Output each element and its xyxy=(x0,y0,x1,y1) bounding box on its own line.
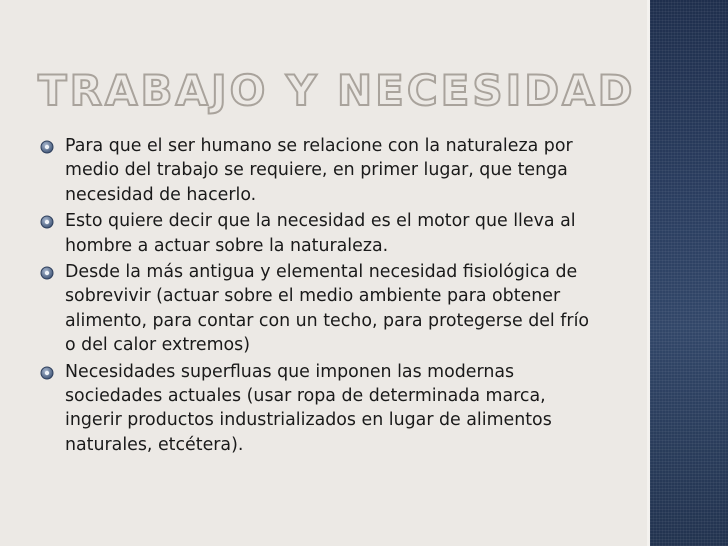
bullet-text: Esto quiere decir que la necesidad es el motor que lleva al hombre a actuar sobre la naturaleza. xyxy=(65,211,576,256)
bullet-item xyxy=(40,260,605,358)
circle-bullet-icon xyxy=(40,366,54,380)
bullet-text: Necesidades superfluas que imponen las modernas sociedades actuales (usar ropa de determinada marca, ingerir productos industrializados en lugar de alimentos naturales, etcétera). xyxy=(65,361,552,455)
decorative-side-band xyxy=(650,0,728,546)
bullet-text: Desde la más antigua y elemental necesidad fisiológica de sobrevivir (actuar sobre el medio ambiente para obtener alimento, para contar con un techo, para protegerse del frío o del calor extremos) xyxy=(65,262,590,356)
circle-bullet-icon xyxy=(40,215,54,229)
bullet-item xyxy=(40,360,605,458)
bullet-item xyxy=(40,209,605,258)
bullet-list xyxy=(40,134,605,459)
bullet-item xyxy=(40,134,605,207)
slide-title: TRABAJO Y NECESIDAD xyxy=(38,66,636,115)
circle-bullet-icon xyxy=(40,140,54,154)
circle-bullet-icon xyxy=(40,266,54,280)
bullet-text: Para que el ser humano se relacione con la naturaleza por medio del trabajo se requiere, en primer lugar, que tenga necesidad de hacerlo. xyxy=(65,136,573,205)
